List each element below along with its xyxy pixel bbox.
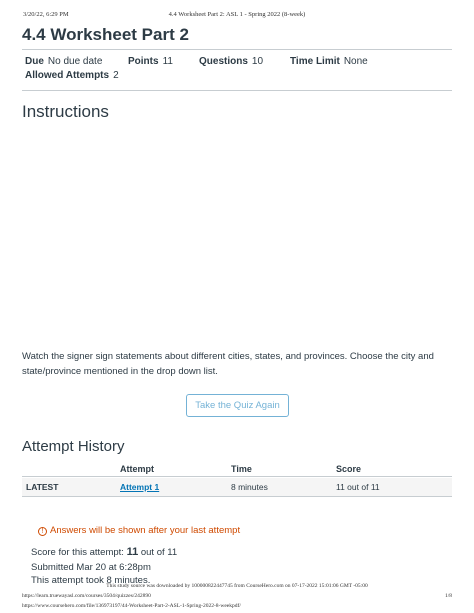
- meta-divider: [22, 90, 452, 91]
- score-prefix: Score for this attempt:: [31, 547, 124, 558]
- title-divider: [22, 49, 452, 50]
- meta-due: [25, 56, 102, 67]
- answers-note: [38, 525, 240, 536]
- meta-time-limit-value: None: [343, 56, 368, 67]
- submitted-line: Submitted Mar 20 at 6:28pm: [31, 562, 151, 573]
- column-header-time: Time: [231, 464, 252, 474]
- attempt-status: LATEST: [26, 482, 59, 492]
- footer-page-number: 1/8: [444, 593, 452, 599]
- attempt-time: 8 minutes: [231, 482, 268, 492]
- meta-attempts-label: Allowed Attempts: [25, 70, 110, 81]
- meta-questions: [199, 56, 263, 67]
- meta-attempts-value: 2: [113, 70, 119, 81]
- print-datetime: 3/20/22, 6:29 PM: [23, 11, 69, 18]
- meta-allowed-attempts: [25, 70, 119, 81]
- meta-points-value: 11: [162, 56, 173, 67]
- duration-line: This attempt took 8 minutes.: [31, 575, 151, 586]
- table-header-row: [22, 460, 452, 477]
- print-header: [0, 8, 474, 20]
- answers-note-text: Answers will be shown after your last attempt: [50, 525, 241, 536]
- download-notice: This study source was downloaded by 100000822447745 from CourseHero.com on 07-17-2022 15:01:06 GMT -05:00: [106, 583, 368, 589]
- source-url: https://www.coursehero.com/file/136973197/44-Worksheet-Part-2-ASL-1-Spring-2022-8-weekpdf/: [22, 603, 241, 609]
- meta-time-limit: [290, 56, 368, 67]
- meta-time-limit-label: Time Limit: [290, 56, 340, 67]
- meta-due-label: Due: [25, 56, 44, 67]
- score-suffix: out of 11: [140, 547, 178, 558]
- attempt-score: 11 out of 11: [336, 482, 380, 492]
- table-row: [22, 478, 452, 497]
- instructions-text: Watch the signer sign statements about different cities, states, and provinces. Choose the city and state/province mentioned in the drop down list.: [22, 351, 434, 377]
- meta-points: [128, 56, 173, 67]
- instructions-heading: Instructions: [22, 102, 109, 121]
- meta-due-value: No due date: [47, 56, 103, 67]
- attempt-history-heading: Attempt History: [22, 438, 125, 455]
- take-quiz-again-button[interactable]: Take the Quiz Again: [186, 394, 289, 417]
- attempt-1-link[interactable]: Attempt 1: [120, 482, 160, 492]
- page-title: 4.4 Worksheet Part 2: [22, 25, 189, 44]
- warning-circle-icon: !: [38, 527, 47, 536]
- score-line: [31, 546, 177, 558]
- footer-url: https://learn.truewayasl.com/courses/3504/quizzes/242890: [22, 593, 151, 599]
- meta-questions-label: Questions: [199, 56, 248, 67]
- score-value: 11: [126, 546, 139, 558]
- column-header-score: Score: [336, 464, 362, 474]
- print-doc-title: 4.4 Worksheet Part 2: ASL 1 - Spring 2022 (8-week): [168, 11, 306, 18]
- meta-points-label: Points: [128, 56, 159, 67]
- meta-questions-value: 10: [251, 56, 264, 67]
- column-header-attempt: Attempt: [120, 464, 154, 474]
